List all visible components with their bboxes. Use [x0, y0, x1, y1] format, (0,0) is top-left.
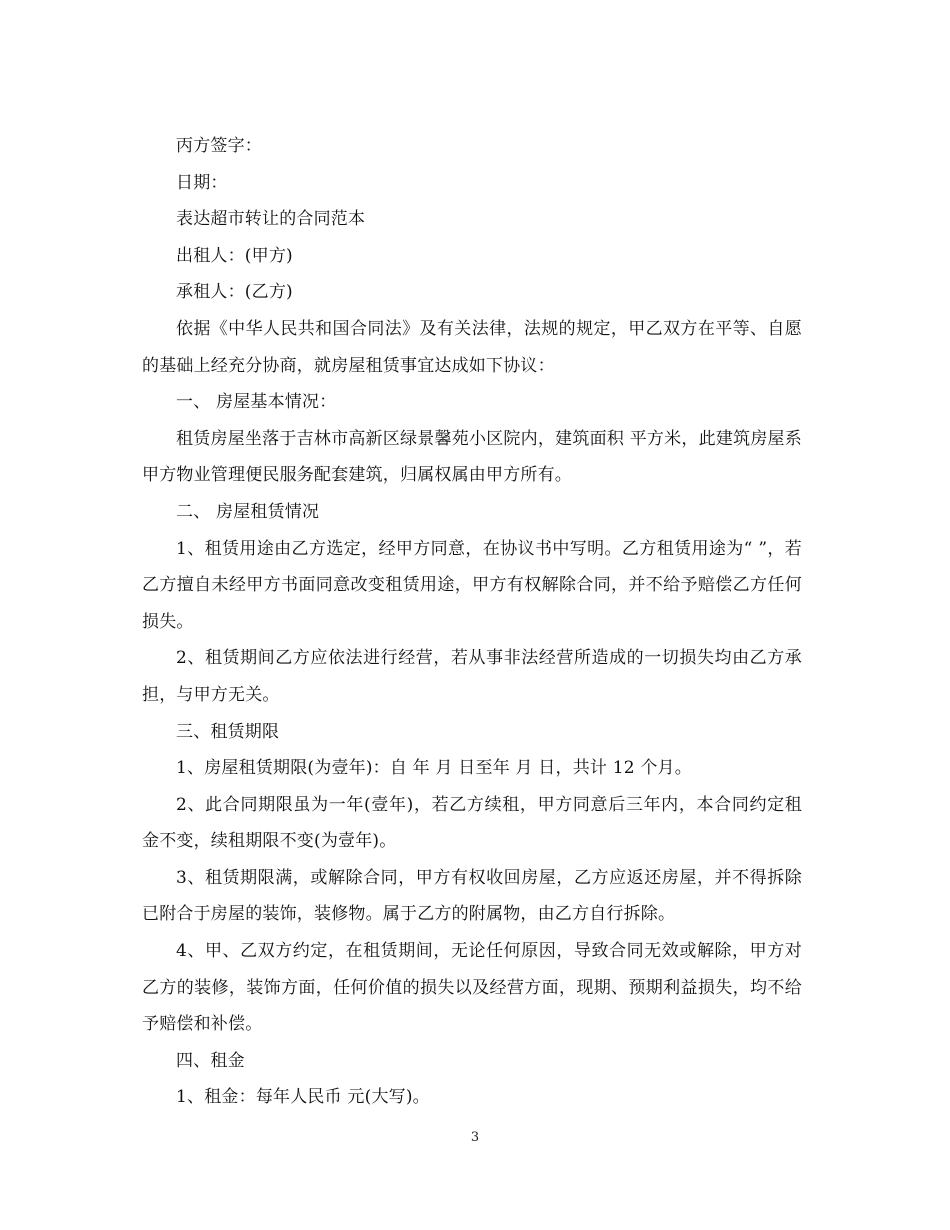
contract-title: 表达超市转让的合同范本: [176, 209, 366, 230]
document-body: [142, 128, 802, 1116]
section-heading-4: 四、租金: [176, 1050, 245, 1071]
section-heading-3: 三、租赁期限: [176, 721, 280, 742]
date-line: 日期：: [176, 172, 228, 193]
clause-3-3: 3、租赁期限满，或解除合同，甲方有权收回房屋，乙方应返还房屋，并不得拆除已附合于房屋的装饰，装修物。属于乙方的附属物，由乙方自行拆除。: [142, 867, 802, 925]
clause-2-1: 1、租赁用途由乙方选定，经甲方同意，在协议书中写明。乙方租赁用途为“ ”，若乙方擅自未经甲方书面同意改变租赁用途，甲方有权解除合同，并不给予赔偿乙方任何损失。: [142, 538, 802, 632]
section-heading-1: 一、 房屋基本情况：: [176, 392, 337, 413]
signature-line-party-c: 丙方签字：: [176, 136, 262, 156]
section-heading-2: 二、 房屋租赁情况: [176, 501, 320, 522]
lessor-line: 出租人：(甲方): [176, 245, 293, 266]
lessee-line: 承租人：(乙方): [176, 282, 293, 303]
preamble-paragraph: 依据《中华人民共和国合同法》及有关法律，法规的规定，甲乙双方在平等、自愿的基础上经充分协商，就房屋租赁事宜达成如下协议：: [142, 318, 802, 376]
clause-2-2: 2、租赁期间乙方应依法进行经营，若从事非法经营所造成的一切损失均由乙方承担，与甲方无关。: [142, 648, 802, 705]
page-number: 3: [470, 1130, 480, 1145]
property-description-paragraph: 租赁房屋坐落于吉林市高新区绿景馨苑小区院内，建筑面积 平方米，此建筑房屋系甲方物业管理便民服务配套建筑，归属权属由甲方所有。: [142, 428, 802, 486]
clause-4-1: 1、租金：每年人民币 元(大写)。: [176, 1087, 430, 1108]
clause-3-4: 4、甲、乙双方约定，在租赁期间，无论任何原因，导致合同无效或解除，甲方对乙方的装修，装饰方面，任何价值的损失以及经营方面，现期、预期利益损失，均不给予赔偿和补偿。: [142, 941, 802, 1035]
clause-3-2: 2、此合同期限虽为一年(壹年)，若乙方续租，甲方同意后三年内，本合同约定租金不变，续租期限不变(为壹年)。: [142, 794, 802, 852]
clause-3-1: 1、房屋租赁期限(为壹年)：自 年 月 日至年 月 日，共计 12 个月。: [176, 758, 692, 779]
